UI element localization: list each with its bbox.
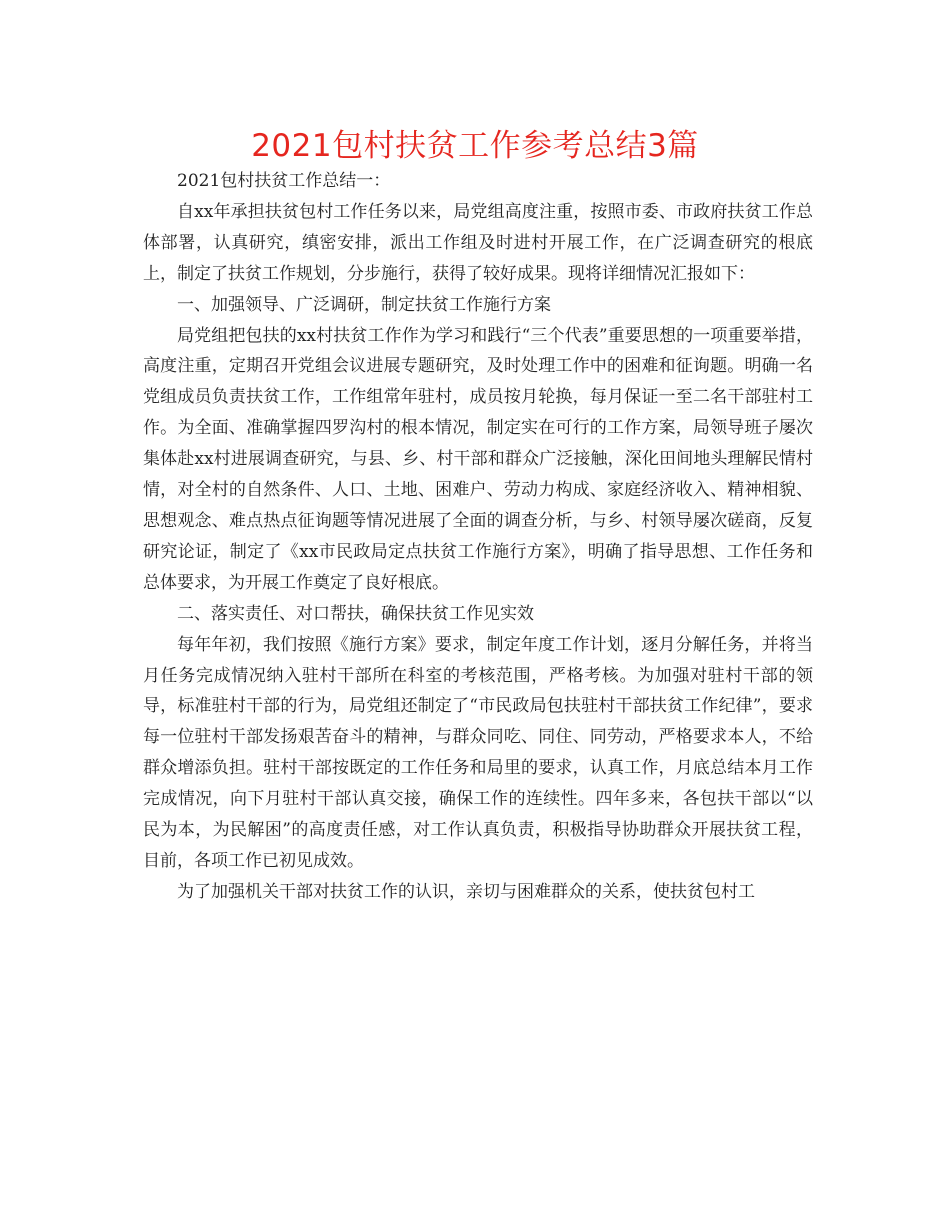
paragraph-leadership: 局党组把包扶的xx村扶贫工作作为学习和践行“三个代表”重要思想的一项重要举措，高度注重，定期召开党组会议进展专题研究，及时处理工作中的困难和征询题。明确一名党组成员负责扶贫工作，工作组常年驻村，成员按月轮换，每月保证一至二名干部驻村工作。为全面、准确掌握四罗沟村的根本情况，制定实在可行的工作方案，局领导班子屡次集体赴xx村进展调查研究，与县、乡、村干部和群众广泛接触，深化田间地头理解民情村情，对全村的自然条件、人口、土地、困难户、劳动力构成、家庭经济收入、精神相貌、思想观念、难点热点征询题等情况进展了全面的调查分析，与乡、村领导屡次磋商，反复研究论证，制定了《xx市民政局定点扶贫工作施行方案》，明确了指导思想、工作任务和总体要求，为开展工作奠定了良好根底。 — [143, 325, 813, 593]
section-heading-two: 二、落实责任、对口帮扶，确保扶贫工作见实效 — [177, 603, 534, 624]
paragraph-intro: 自xx年承担扶贫包村工作任务以来，局党组高度注重，按照市委、市政府扶贫工作总体部署，认真研究，缜密安排，派出工作组及时进村开展工作，在广泛调查研究的根底上，制定了扶贫工作规划，分步施行，获得了较好成果。现将详细情况汇报如下： — [143, 201, 813, 284]
section-heading-one: 一、加强领导、广泛调研，制定扶贫工作施行方案 — [177, 294, 551, 315]
paragraph-responsibility: 每年年初，我们按照《施行方案》要求，制定年度工作计划，逐月分解任务，并将当月任务完成情况纳入驻村干部所在科室的考核范围，严格考核。为加强对驻村干部的领导，标准驻村干部的行为，局党组还制定了“市民政局包扶驻村干部扶贫工作纪律”，要求每一位驻村干部发扬艰苦奋斗的精神，与群众同吃、同住、同劳动，严格要求本人，不给群众增添负担。驻村干部按既定的工作任务和局里的要求，认真工作，月底总结本月工作完成情况，向下月驻村干部认真交接，确保工作的连续性。四年多来，各包扶干部以“以民为本，为民解困”的高度责任感，对工作认真负责，积极指导协助群众开展扶贫工程，目前，各项工作已初见成效。 — [143, 634, 813, 871]
paragraph-awareness: 为了加强机关干部对扶贫工作的认识，亲切与困难群众的关系，使扶贫包村工 — [177, 881, 755, 902]
section-heading-summary-one: 2021包村扶贫工作总结一： — [177, 171, 391, 191]
document-body — [143, 166, 813, 908]
document-title: 2021包村扶贫工作参考总结3篇 — [251, 128, 699, 164]
